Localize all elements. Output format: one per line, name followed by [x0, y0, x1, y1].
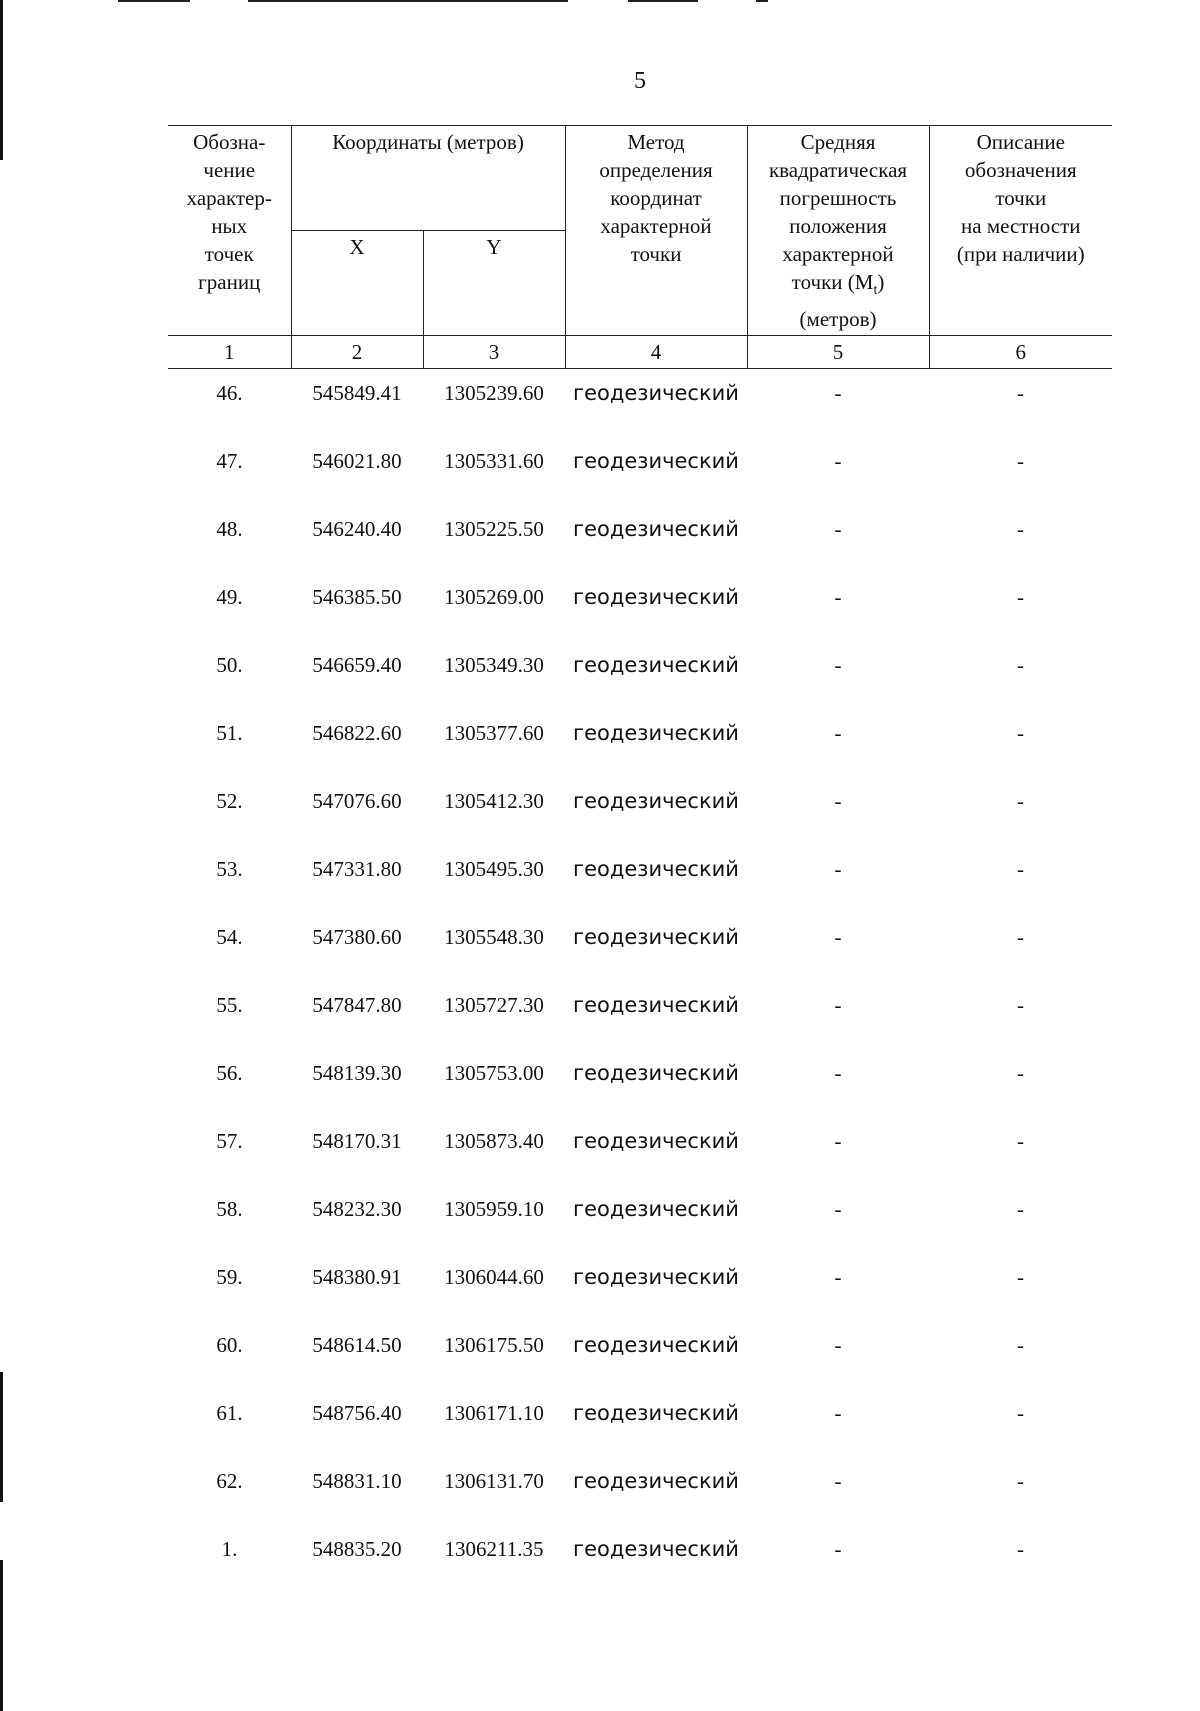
- cell-method: геодезический: [573, 653, 739, 678]
- cell-y-coordinate: 1306131.70: [444, 1469, 544, 1494]
- cell-description: -: [1017, 1537, 1025, 1562]
- cell-description: -: [1017, 789, 1025, 814]
- table-row: [168, 981, 1112, 1049]
- cell-x-coordinate: 546240.40: [312, 517, 402, 542]
- cell-point-number: 57.: [216, 1129, 243, 1154]
- table-row: [168, 709, 1112, 777]
- cell-method: геодезический: [573, 1197, 739, 1222]
- cell-point-number: 62.: [216, 1469, 243, 1494]
- table-row: [168, 1253, 1112, 1321]
- cell-method: геодезический: [573, 1061, 739, 1086]
- cell-error: -: [834, 517, 842, 542]
- cell-x-coordinate: 548232.30: [312, 1197, 402, 1222]
- cell-point-number: 53.: [216, 857, 243, 882]
- header-coordinates: Координаты (метров): [291, 126, 565, 231]
- cell-error: -: [834, 1061, 842, 1086]
- cell-method: геодезический: [573, 1333, 739, 1358]
- cell-description: -: [1017, 585, 1025, 610]
- table-row: [168, 573, 1112, 641]
- cell-method: геодезический: [573, 925, 739, 950]
- cell-error: -: [834, 857, 842, 882]
- cell-error: -: [834, 585, 842, 610]
- column-number: 4: [565, 336, 747, 369]
- cell-x-coordinate: 548835.20: [312, 1537, 402, 1562]
- cell-description: -: [1017, 1469, 1025, 1494]
- header-x: X: [291, 231, 423, 336]
- cell-description: -: [1017, 721, 1025, 746]
- cell-y-coordinate: 1305959.10: [444, 1197, 544, 1222]
- cell-method: геодезический: [573, 1129, 739, 1154]
- table-row: [168, 1185, 1112, 1253]
- cell-description: -: [1017, 1265, 1025, 1290]
- cell-point-number: 54.: [216, 925, 243, 950]
- cell-y-coordinate: 1305727.30: [444, 993, 544, 1018]
- cell-error: -: [834, 1333, 842, 1358]
- cell-point-number: 61.: [216, 1401, 243, 1426]
- table-row: [168, 845, 1112, 913]
- cell-method: геодезический: [573, 721, 739, 746]
- scan-edge-left: [0, 1372, 3, 1502]
- cell-description: -: [1017, 449, 1025, 474]
- cell-x-coordinate: 546385.50: [312, 585, 402, 610]
- cell-point-number: 55.: [216, 993, 243, 1018]
- cell-error: -: [834, 1537, 842, 1562]
- cell-y-coordinate: 1305873.40: [444, 1129, 544, 1154]
- cell-x-coordinate: 548170.31: [312, 1129, 402, 1154]
- cell-y-coordinate: 1306044.60: [444, 1265, 544, 1290]
- cell-y-coordinate: 1306175.50: [444, 1333, 544, 1358]
- cell-x-coordinate: 546659.40: [312, 653, 402, 678]
- table-row: [168, 505, 1112, 573]
- column-number: 2: [291, 336, 423, 369]
- cell-y-coordinate: 1305239.60: [444, 381, 544, 406]
- cell-y-coordinate: 1305349.30: [444, 653, 544, 678]
- cell-error: -: [834, 1197, 842, 1222]
- column-number: 3: [423, 336, 565, 369]
- cell-point-number: 49.: [216, 585, 243, 610]
- cell-description: -: [1017, 1129, 1025, 1154]
- cell-method: геодезический: [573, 993, 739, 1018]
- cell-x-coordinate: 547847.80: [312, 993, 402, 1018]
- cell-x-coordinate: 545849.41: [312, 381, 402, 406]
- cell-point-number: 46.: [216, 381, 243, 406]
- scan-edge-left: [0, 0, 3, 160]
- cell-y-coordinate: 1305753.00: [444, 1061, 544, 1086]
- cell-x-coordinate: 548139.30: [312, 1061, 402, 1086]
- scan-edge-top: [628, 0, 698, 2]
- cell-description: -: [1017, 1401, 1025, 1426]
- cell-method: геодезический: [573, 1469, 739, 1494]
- cell-method: геодезический: [573, 1537, 739, 1562]
- table-row: [168, 1117, 1112, 1185]
- header-point-designation: Обозна- чение характер- ных точек границ: [168, 126, 291, 336]
- header-method: Метод определения координат характерной точки: [565, 126, 747, 336]
- cell-x-coordinate: 547076.60: [312, 789, 402, 814]
- cell-y-coordinate: 1305548.30: [444, 925, 544, 950]
- cell-point-number: 50.: [216, 653, 243, 678]
- scan-edge-top: [756, 0, 768, 2]
- cell-x-coordinate: 548831.10: [312, 1469, 402, 1494]
- cell-x-coordinate: 546822.60: [312, 721, 402, 746]
- cell-y-coordinate: 1305412.30: [444, 789, 544, 814]
- header-description: Описание обозначения точки на местности (при наличии): [929, 126, 1112, 336]
- cell-error: -: [834, 925, 842, 950]
- cell-description: -: [1017, 381, 1025, 406]
- scan-edge-top: [248, 0, 568, 2]
- cell-method: геодезический: [573, 381, 739, 406]
- cell-description: -: [1017, 1197, 1025, 1222]
- header-mean-square-error: Средняя квадратическая погрешность положения характерной точки $(M_t)$ (метров): [747, 126, 929, 336]
- page-number: 5: [634, 68, 646, 94]
- cell-y-coordinate: 1305269.00: [444, 585, 544, 610]
- cell-y-coordinate: 1305377.60: [444, 721, 544, 746]
- cell-method: геодезический: [573, 1265, 739, 1290]
- cell-error: -: [834, 449, 842, 474]
- column-number: 6: [929, 336, 1112, 369]
- cell-x-coordinate: 548614.50: [312, 1333, 402, 1358]
- cell-x-coordinate: 547380.60: [312, 925, 402, 950]
- cell-x-coordinate: 546021.80: [312, 449, 402, 474]
- cell-error: -: [834, 1265, 842, 1290]
- cell-method: геодезический: [573, 857, 739, 882]
- cell-method: геодезический: [573, 517, 739, 542]
- cell-x-coordinate: 548380.91: [312, 1265, 402, 1290]
- header-y: Y: [423, 231, 565, 336]
- table-row: [168, 1321, 1112, 1389]
- column-number: 5: [747, 336, 929, 369]
- table-row: [168, 1049, 1112, 1117]
- cell-error: -: [834, 1129, 842, 1154]
- cell-y-coordinate: 1306171.10: [444, 1401, 544, 1426]
- table-row: [168, 1389, 1112, 1457]
- cell-error: -: [834, 1401, 842, 1426]
- cell-point-number: 60.: [216, 1333, 243, 1358]
- table-row: [168, 369, 1112, 438]
- cell-description: -: [1017, 925, 1025, 950]
- table-row: [168, 641, 1112, 709]
- cell-x-coordinate: 547331.80: [312, 857, 402, 882]
- cell-x-coordinate: 548756.40: [312, 1401, 402, 1426]
- cell-description: -: [1017, 1333, 1025, 1358]
- cell-point-number: 48.: [216, 517, 243, 542]
- table-row: [168, 777, 1112, 845]
- cell-description: -: [1017, 517, 1025, 542]
- cell-error: -: [834, 381, 842, 406]
- cell-y-coordinate: 1305495.30: [444, 857, 544, 882]
- cell-error: -: [834, 789, 842, 814]
- cell-description: -: [1017, 857, 1025, 882]
- table-row: [168, 1457, 1112, 1525]
- column-number: 1: [168, 336, 291, 369]
- coordinates-table: [168, 125, 1112, 1593]
- cell-y-coordinate: 1305225.50: [444, 517, 544, 542]
- cell-point-number: 51.: [216, 721, 243, 746]
- cell-description: -: [1017, 1061, 1025, 1086]
- cell-point-number: 56.: [216, 1061, 243, 1086]
- table-row: [168, 437, 1112, 505]
- cell-point-number: 59.: [216, 1265, 243, 1290]
- cell-point-number: 1.: [221, 1537, 238, 1562]
- cell-error: -: [834, 1469, 842, 1494]
- cell-error: -: [834, 653, 842, 678]
- cell-error: -: [834, 721, 842, 746]
- table-row: [168, 1525, 1112, 1593]
- cell-point-number: 52.: [216, 789, 243, 814]
- cell-y-coordinate: 1306211.35: [444, 1537, 544, 1562]
- cell-method: геодезический: [573, 585, 739, 610]
- scan-edge-top: [118, 0, 190, 2]
- cell-description: -: [1017, 993, 1025, 1018]
- cell-point-number: 58.: [216, 1197, 243, 1222]
- cell-error: -: [834, 993, 842, 1018]
- scan-edge-left: [0, 1560, 3, 1711]
- cell-method: геодезический: [573, 1401, 739, 1426]
- cell-point-number: 47.: [216, 449, 243, 474]
- table-row: [168, 913, 1112, 981]
- cell-y-coordinate: 1305331.60: [444, 449, 544, 474]
- cell-description: -: [1017, 653, 1025, 678]
- cell-method: геодезический: [573, 789, 739, 814]
- cell-method: геодезический: [573, 449, 739, 474]
